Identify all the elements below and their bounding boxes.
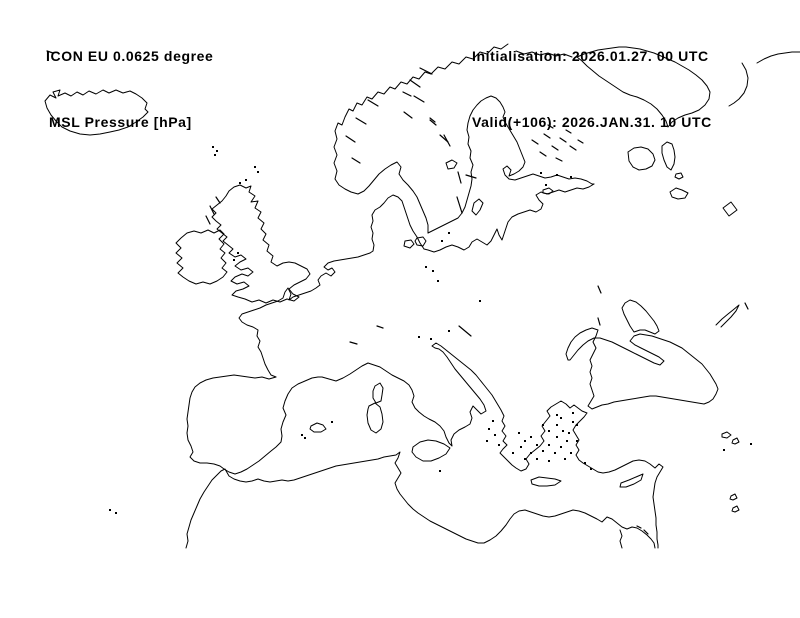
header-right — [472, 1, 712, 177]
valid-time: Valid(+106): 2026.JAN.31. 10 UTC — [472, 114, 712, 130]
parameter-title: MSL Pressure [hPa] — [49, 114, 192, 130]
model-title: ICON EU 0.0625 degree — [46, 48, 214, 64]
initialisation-time: Initialisation: 2026.01.27. 00 UTC — [472, 48, 709, 64]
header-left — [46, 1, 213, 177]
